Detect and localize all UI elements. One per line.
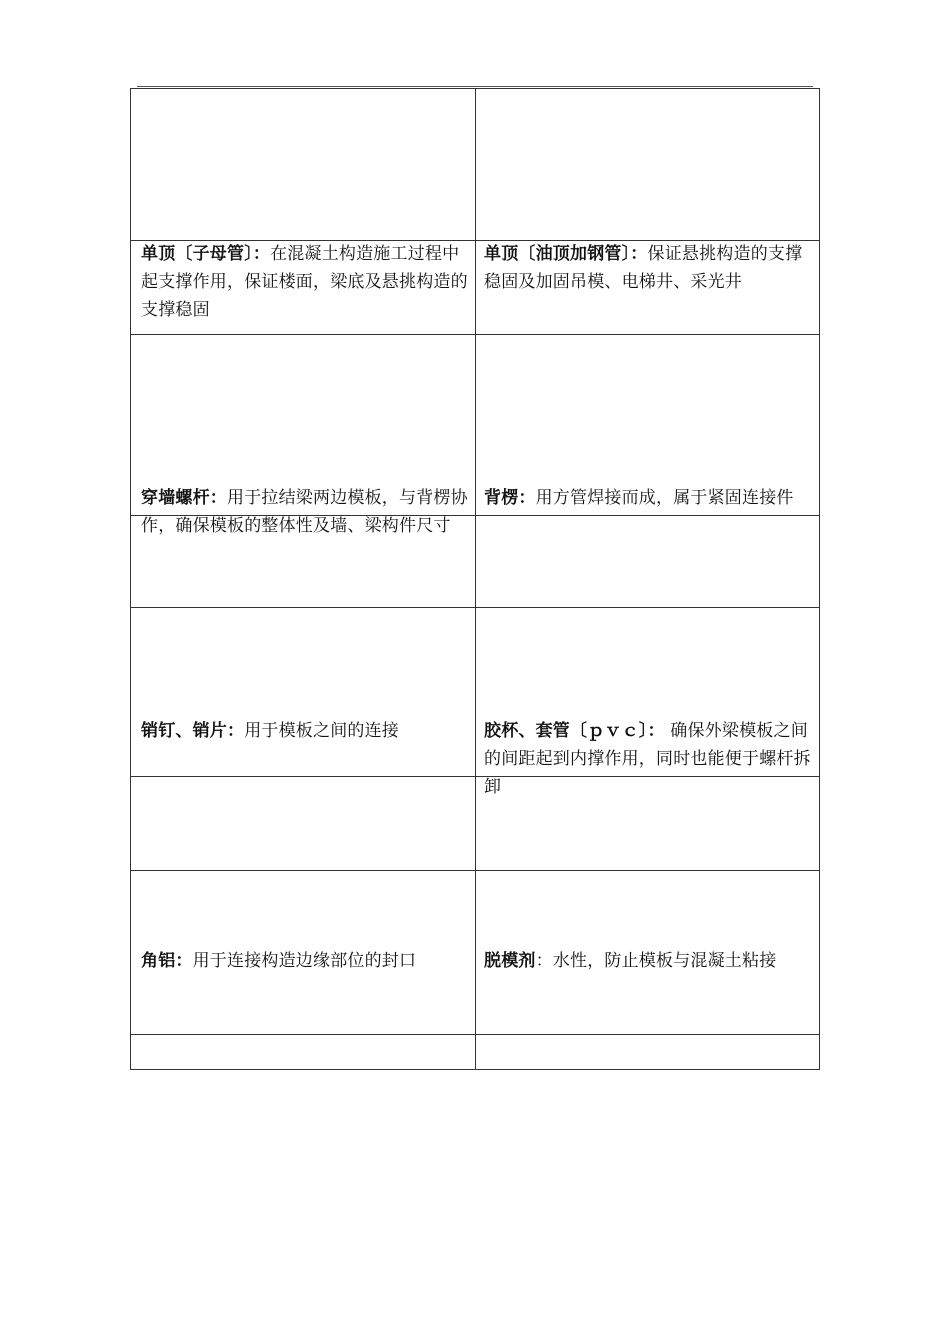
term-description: 保证悬挑构造的支撑稳固及加固吊模、电梯井、采光井: [484, 244, 803, 292]
term-description: 用于拉结梁两边模板，与背楞协作，确保模板的整体性及墙、梁构件尺寸: [141, 488, 468, 536]
row-separator: [131, 334, 819, 335]
term-description: 用于模板之间的连接: [244, 721, 400, 741]
term-description: 用于连接构造边缘部位的封口: [192, 951, 417, 971]
term-label: 单顶〔子母管〕：: [141, 244, 271, 264]
column-divider: [475, 89, 476, 1069]
term-label: 背楞：: [484, 488, 536, 508]
term-label: 胶杯、套管〔ｐｖｃ〕：: [484, 721, 665, 741]
term-description: 确保外梁模板之间的间距起到内撑作用，同时也能便于螺杆拆卸: [484, 721, 811, 797]
cell-tie-rod: [141, 484, 471, 540]
term-label: 角铝：: [141, 951, 193, 971]
term-label: 脱模剂: [484, 951, 536, 971]
cell-back-waler: [484, 484, 814, 512]
cell-angle-aluminum: [141, 947, 471, 975]
row-separator: [131, 607, 819, 608]
materials-table: [130, 88, 820, 1070]
row-separator: [131, 1034, 819, 1035]
term-description: ：水性，防止模板与混凝土粘接: [535, 951, 777, 971]
cell-pin-wedge: [141, 717, 471, 745]
cell-release-agent: [484, 947, 814, 975]
term-description: 用方管焊接而成，属于紧固连接件: [535, 488, 794, 508]
term-label: 穿墙螺杆：: [141, 488, 227, 508]
cell-single-prop-jack: [484, 240, 814, 296]
row-separator: [131, 870, 819, 871]
term-description: 在混凝土构造施工过程中起支撑作用，保证楼面，梁底及悬挑构造的支撑稳固: [141, 244, 468, 320]
term-label: 销钉、销片：: [141, 721, 245, 741]
term-label: 单顶〔油顶加钢管〕：: [484, 244, 648, 264]
cell-single-prop-telescopic: [141, 240, 471, 324]
cell-pvc-sleeve: [484, 717, 814, 801]
header-rule: [137, 86, 813, 87]
